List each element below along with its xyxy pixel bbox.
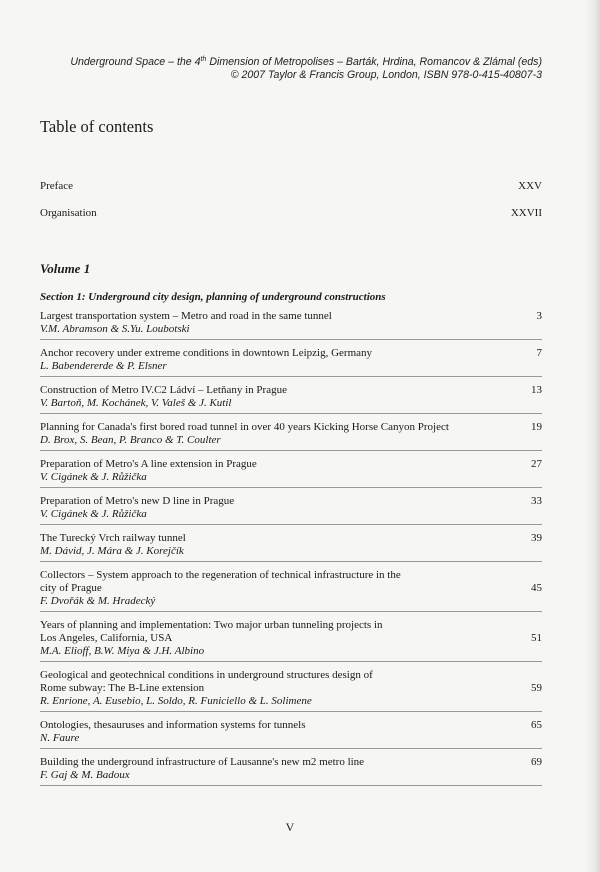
page-number: 3 bbox=[536, 310, 542, 322]
entry-authors: D. Brox, S. Bean, P. Branco & T. Coulter bbox=[40, 434, 221, 446]
toc-entry[interactable] bbox=[40, 619, 542, 662]
volume-heading: Volume 1 bbox=[40, 261, 91, 276]
entry-authors: F. Gaj & M. Badoux bbox=[40, 769, 130, 781]
page-title: Table of contents bbox=[40, 117, 154, 136]
page-number: 51 bbox=[531, 632, 542, 644]
entry-title: Largest transportation system – Metro and road in the same tunnel bbox=[40, 310, 332, 322]
toc-entry[interactable] bbox=[40, 495, 542, 525]
entry-title: Planning for Canada's first bored road tunnel in over 40 years Kicking Horse Canyon Project bbox=[40, 421, 449, 433]
entry-title: The Turecký Vrch railway tunnel bbox=[40, 532, 186, 544]
entry-title: Ontologies, thesauruses and information systems for tunnels bbox=[40, 719, 306, 731]
entry-title: Geological and geotechnical conditions in underground structures design of bbox=[40, 669, 373, 681]
entry-title: Preparation of Metro's new D line in Prague bbox=[40, 495, 235, 507]
entry-authors: M. Dávid, J. Mára & J. Korejčík bbox=[40, 545, 184, 557]
entry-title: Preparation of Metro's A line extension in Prague bbox=[40, 458, 257, 470]
toc-entry-list bbox=[40, 310, 542, 793]
entry-authors: N. Faure bbox=[40, 732, 80, 744]
entry-title: Anchor recovery under extreme conditions in downtown Leipzig, Germany bbox=[40, 347, 373, 359]
toc-label: Preface bbox=[40, 180, 73, 192]
toc-entry[interactable] bbox=[40, 756, 542, 786]
page-number: XXVII bbox=[510, 207, 542, 219]
entry-title: Los Angeles, California, USA bbox=[40, 632, 173, 644]
toc-row-preface[interactable] bbox=[40, 180, 542, 192]
header-line-1: Underground Space – the 4th Dimension of Metropolises – Barták, Hrdina, Romancov & Zlámal (eds) bbox=[70, 56, 542, 68]
running-header bbox=[70, 56, 542, 82]
toc-entry[interactable] bbox=[40, 347, 542, 377]
toc-label: Organisation bbox=[40, 207, 97, 219]
toc-entry[interactable] bbox=[40, 421, 542, 451]
entry-authors: R. Enrione, A. Eusebio, L. Soldo, R. Funiciello & L. Solimene bbox=[40, 695, 312, 707]
entry-title: Years of planning and implementation: Two major urban tunneling projects in bbox=[40, 619, 383, 631]
entry-title: Construction of Metro IV.C2 Ládví – Letňany in Prague bbox=[40, 384, 287, 396]
entry-authors: V. Bartoň, M. Kochánek, V. Valeš & J. Kutil bbox=[40, 397, 232, 409]
toc-entry[interactable] bbox=[40, 719, 542, 749]
page-number: 27 bbox=[531, 458, 542, 470]
entry-authors: V.M. Abramson & S.Yu. Loubotski bbox=[40, 323, 190, 335]
toc-entry[interactable] bbox=[40, 569, 542, 612]
toc-entry[interactable] bbox=[40, 669, 542, 712]
entry-title: city of Prague bbox=[40, 582, 102, 594]
toc-row-organisation[interactable] bbox=[40, 207, 542, 219]
page-number: 59 bbox=[531, 682, 542, 694]
entry-authors: L. Babendererde & P. Elsner bbox=[40, 360, 167, 372]
toc-entry[interactable] bbox=[40, 310, 542, 340]
entry-title: Building the underground infrastructure of Lausanne's new m2 metro line bbox=[40, 756, 365, 768]
page-edge-shadow bbox=[586, 0, 600, 872]
entry-authors: V. Cigánek & J. Růžička bbox=[40, 471, 147, 483]
header-line-2: © 2007 Taylor & Francis Group, London, ISBN 978-0-415-40807-3 bbox=[230, 69, 542, 81]
page-folio: V bbox=[285, 820, 295, 834]
page-number: 69 bbox=[531, 756, 542, 768]
page-number: 33 bbox=[531, 495, 542, 507]
entry-authors: V. Cigánek & J. Růžička bbox=[40, 508, 147, 520]
page-number: 39 bbox=[531, 532, 542, 544]
section-heading: Section 1: Underground city design, planning of underground constructions bbox=[40, 291, 386, 303]
entry-title: Rome subway: The B-Line extension bbox=[40, 682, 205, 694]
page-number: 7 bbox=[536, 347, 542, 359]
toc-entry[interactable] bbox=[40, 384, 542, 414]
entry-title: Collectors – System approach to the regeneration of technical infrastructure in the bbox=[40, 569, 401, 581]
page-number: XXV bbox=[518, 180, 542, 192]
page-number: 19 bbox=[531, 421, 542, 433]
entry-authors: M.A. Elioff, B.W. Miya & J.H. Albino bbox=[40, 645, 205, 657]
toc-entry[interactable] bbox=[40, 532, 542, 562]
page-number: 13 bbox=[531, 384, 542, 396]
page-number: 45 bbox=[531, 582, 542, 594]
toc-entry[interactable] bbox=[40, 458, 542, 488]
entry-authors: F. Dvořák & M. Hradecký bbox=[40, 595, 156, 607]
page-number: 65 bbox=[531, 719, 542, 731]
